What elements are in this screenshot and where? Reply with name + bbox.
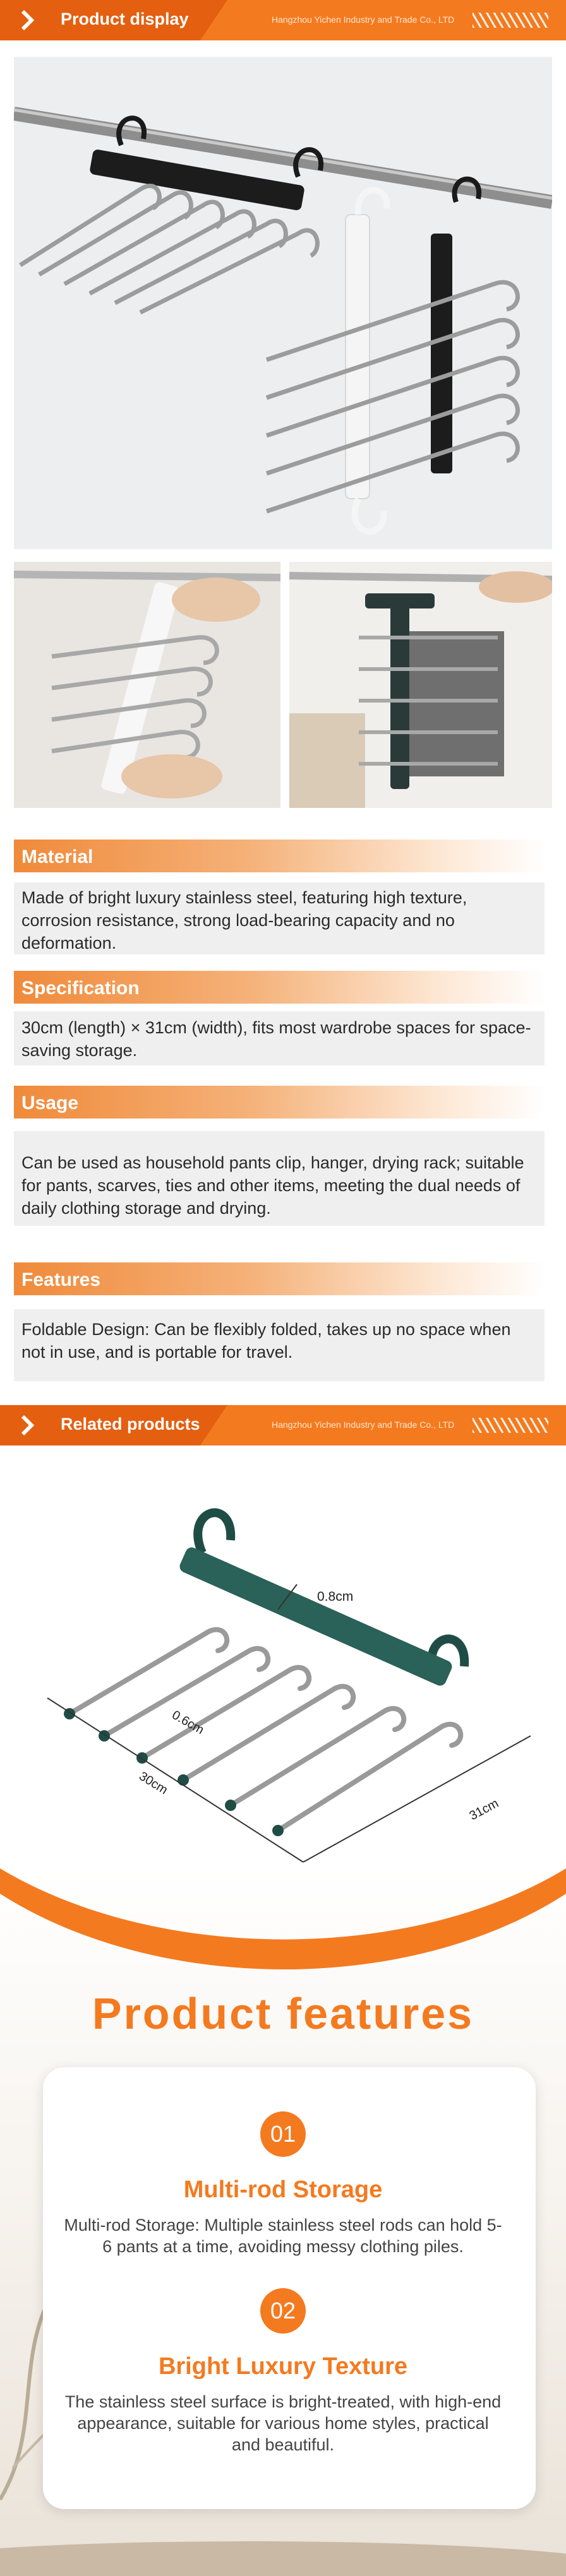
feature-text-1: Multi-rod Storage: Multiple stainless steel rods can hold 5-6 pants at a time, avoiding messy clothing piles.: [64, 2216, 502, 2256]
length-label: 30cm: [136, 1769, 171, 1798]
specification-text: 30cm (length) × 31cm (width), fits most wardrobe spaces for space-saving storage.: [21, 1018, 531, 1060]
usage-heading: Usage: [21, 1093, 79, 1113]
chevron-right-icon: [16, 1414, 39, 1437]
product-display-banner: [0, 0, 566, 40]
related-products-banner: [0, 1405, 566, 1445]
usage-text: Can be used as household pants clip, hanger, drying rack; suitable for pants, scarves, ties and other items, meeting the dual needs of daily clothing storage and drying.: [21, 1153, 524, 1218]
product-features-title: Product features: [92, 1989, 474, 2038]
decorative-stripes: [473, 13, 548, 28]
feature-heading-1: Multi-rod Storage: [183, 2176, 383, 2203]
specification-box: [14, 1011, 545, 1065]
features-heading: Features: [21, 1269, 101, 1290]
main-product-photo: [14, 57, 552, 549]
material-heading-bar: [14, 840, 545, 872]
specification-heading-bar: [14, 971, 545, 1004]
material-heading: Material: [21, 846, 93, 867]
detail-photo-left: [14, 562, 280, 808]
banner-title: Related products: [61, 1415, 200, 1433]
dimension-diagram: [0, 1471, 566, 1875]
features-box: [14, 1309, 545, 1381]
company-name: Hangzhou Yichen Industry and Trade Co., LTD: [272, 15, 455, 25]
detail-photo-right: [289, 562, 552, 808]
rod-gap-label: 0.6cm: [169, 1707, 207, 1738]
features-text: Foldable Design: Can be flexibly folded, takes up no space when not in use, and is portable for travel.: [21, 1320, 511, 1362]
feature-number-1: 01: [260, 2111, 306, 2157]
usage-heading-bar: [14, 1086, 545, 1119]
decorative-stripes: [473, 1418, 548, 1433]
banner-title: Product display: [61, 9, 189, 28]
feature-heading-2: Bright Luxury Texture: [158, 2353, 408, 2380]
width-label: 31cm: [467, 1796, 501, 1824]
material-box: [14, 882, 545, 954]
feature-text-2: The stainless steel surface is bright-treated, with high-end appearance, suitable for various home styles, practical and beautiful.: [64, 2392, 502, 2454]
rod-diameter-label: 0.8cm: [317, 1589, 354, 1604]
material-text: Made of bright luxury stainless steel, featuring high texture, corrosion resistance, strong load-bearing capacity and no deformation.: [21, 888, 467, 953]
usage-box: [14, 1131, 545, 1226]
feature-number-2: 02: [260, 2288, 306, 2334]
company-name: Hangzhou Yichen Industry and Trade Co., LTD: [272, 1420, 455, 1430]
specification-heading: Specification: [21, 978, 140, 999]
features-heading-bar: [14, 1262, 545, 1295]
chevron-right-icon: [16, 9, 39, 32]
